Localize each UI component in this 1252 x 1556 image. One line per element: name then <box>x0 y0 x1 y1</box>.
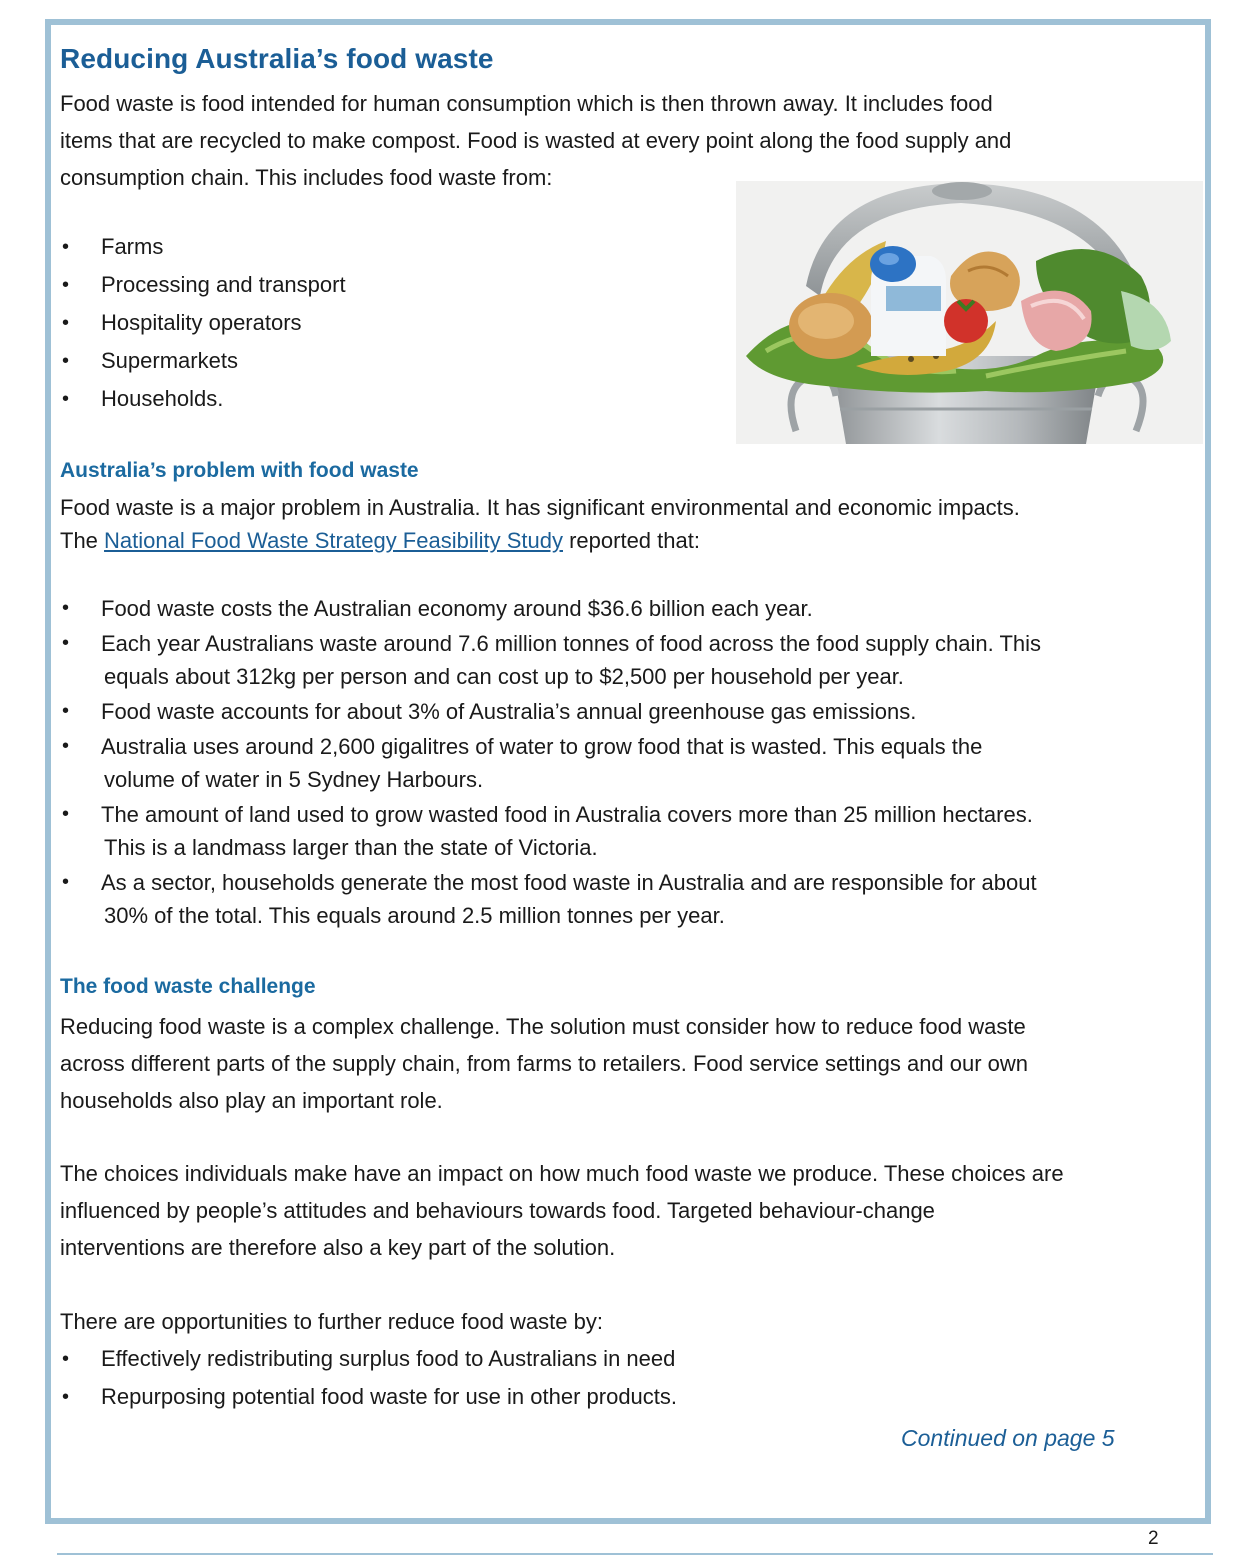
bullet-icon: • <box>62 388 70 410</box>
list-item: • Food waste accounts for about 3% of Australia’s annual greenhouse gas emissions. <box>60 695 1181 728</box>
footer-divider <box>57 1553 1213 1555</box>
list-item: • Food waste costs the Australian economy around $36.6 billion each year. <box>60 592 1181 625</box>
list-item: • Each year Australians waste around 7.6 million tonnes of food across the food supply chain. This equals about 312kg per person and can cost up to $2,500 per household per year. <box>60 627 1181 693</box>
list-item: • Supermarkets <box>60 342 346 380</box>
bullet-icon: • <box>62 312 70 334</box>
opportunities-intro: There are opportunities to further reduce food waste by: <box>60 1309 603 1334</box>
challenge-heading: The food waste challenge <box>60 975 316 998</box>
intro-line: Food waste is food intended for human consumption which is then thrown away. It includes food <box>60 91 993 116</box>
feasibility-study-link[interactable]: National Food Waste Strategy Feasibility Study <box>104 528 563 553</box>
problem-paragraph: Food waste is a major problem in Australia. It has significant environmental and economic impacts. The National Food Waste Strategy Feasibility Study reported that: <box>60 495 1020 553</box>
bullet-icon: • <box>62 597 70 619</box>
intro-line: items that are recycled to make compost. Food is wasted at every point along the food supply and <box>60 128 1012 153</box>
bullet-icon: • <box>62 1348 70 1370</box>
intro-paragraph <box>60 85 1210 196</box>
food-waste-facts-list <box>60 592 1181 934</box>
food-waste-sources-list <box>60 228 346 418</box>
bullet-icon: • <box>62 274 70 296</box>
list-item: • As a sector, households generate the most food waste in Australia and are responsible for about 30% of the total. This equals around 2.5 million tonnes per year. <box>60 866 1181 932</box>
list-item: • The amount of land used to grow wasted food in Australia covers more than 25 million hectares. This is a landmass larger than the state of Victoria. <box>60 798 1181 864</box>
list-item: • Farms <box>60 228 346 266</box>
opportunities-list <box>60 1340 677 1416</box>
bullet-icon: • <box>62 700 70 722</box>
food-bin-image <box>736 181 1203 444</box>
list-item: • Households. <box>60 380 346 418</box>
list-item: • Repurposing potential food waste for use in other products. <box>60 1378 677 1416</box>
bullet-icon: • <box>62 236 70 258</box>
intro-line: consumption chain. This includes food waste from: <box>60 165 553 190</box>
list-item: • Effectively redistributing surplus food to Australians in need <box>60 1340 677 1378</box>
bullet-icon: • <box>62 632 70 654</box>
continued-note: Continued on page 5 <box>901 1425 1115 1451</box>
challenge-paragraph-2: The choices individuals make have an impact on how much food waste we produce. These choices are influenced by people’s attitudes and behaviours towards food. Targeted behaviour-change interventions are therefore also a key part of the solution. <box>60 1161 1064 1260</box>
newsletter-panel <box>45 19 1211 1524</box>
bullet-icon: • <box>62 735 70 757</box>
list-item: • Processing and transport <box>60 266 346 304</box>
list-item: • Australia uses around 2,600 gigalitres of water to grow food that is wasted. This equals the volume of water in 5 Sydney Harbours. <box>60 730 1181 796</box>
list-item: • Hospitality operators <box>60 304 346 342</box>
page-title: Reducing Australia’s food waste <box>60 43 494 74</box>
bullet-icon: • <box>62 350 70 372</box>
bullet-icon: • <box>62 1386 70 1408</box>
challenge-paragraph-1: Reducing food waste is a complex challenge. The solution must consider how to reduce food waste across different parts of the supply chain, from farms to retailers. Food service settings and our own households also play an important role. <box>60 1014 1029 1113</box>
page-number: 2 <box>1148 1528 1159 1549</box>
food-bin-illustration <box>736 181 1203 444</box>
bullet-icon: • <box>62 871 70 893</box>
bullet-icon: • <box>62 803 70 825</box>
problem-heading: Australia’s problem with food waste <box>60 459 419 482</box>
